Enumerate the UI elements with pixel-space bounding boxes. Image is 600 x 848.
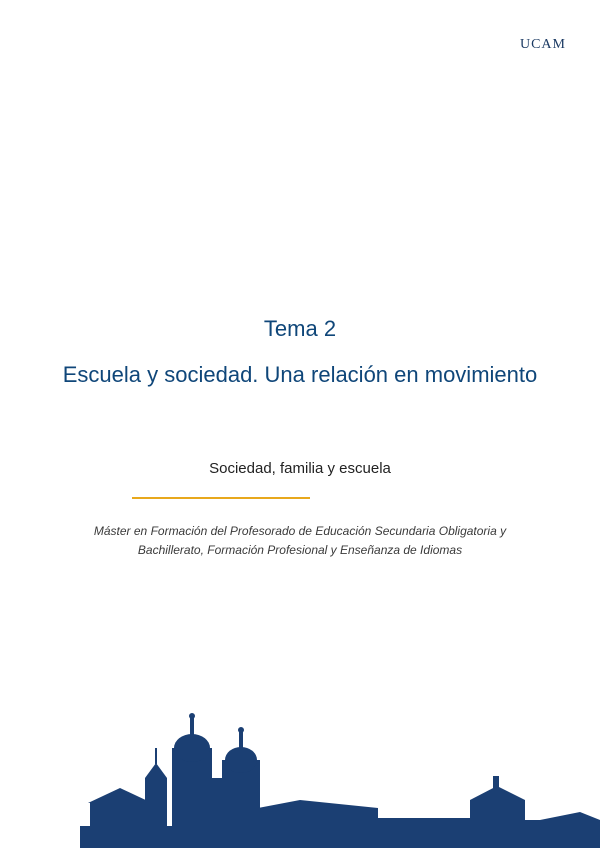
topic-label: Tema 2 bbox=[263, 316, 337, 341]
accent-divider bbox=[132, 497, 310, 499]
subtitle: Sociedad, familia y escuela bbox=[209, 460, 391, 477]
monastery-skyline-icon bbox=[0, 708, 600, 848]
program-description: Máster en Formación del Profesorado de Educación Secundaria Obligatoria y Bachillerato, Formación Profesional y Enseñanza de Idiomas bbox=[93, 524, 507, 557]
ucam-logo: UCAM bbox=[519, 37, 566, 52]
page-title: Escuela y sociedad. Una relación en movimiento bbox=[62, 362, 538, 387]
